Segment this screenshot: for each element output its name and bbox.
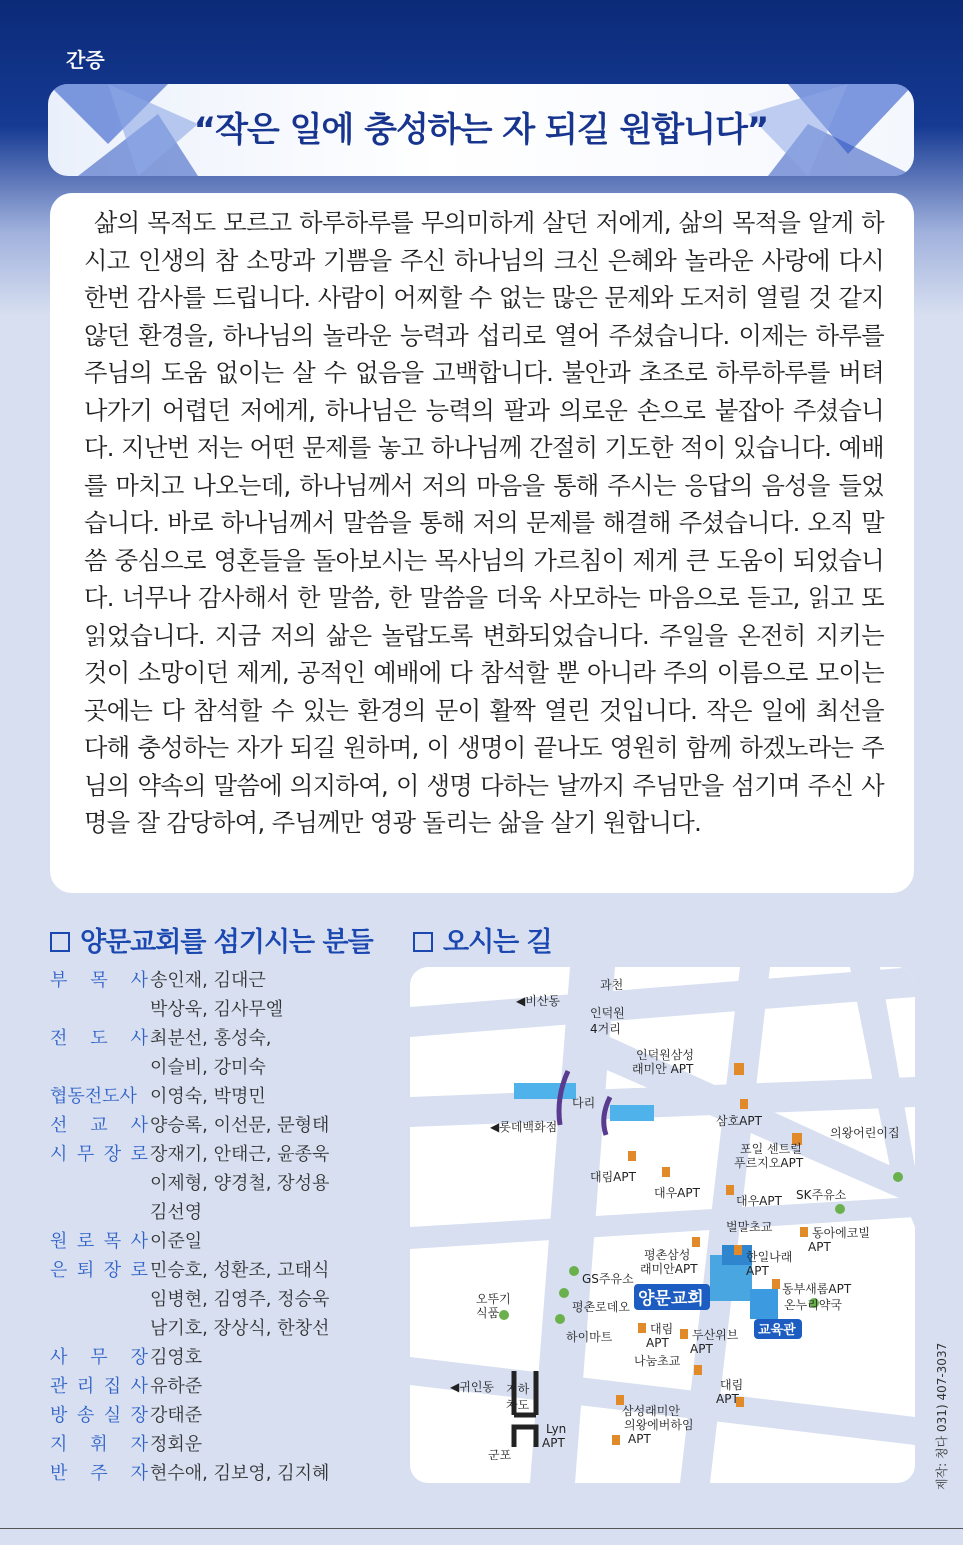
staff-row xyxy=(50,995,390,1024)
staff-role xyxy=(50,1314,148,1343)
staff-names: 박상욱, 김사무엘 xyxy=(150,999,284,1020)
staff-row xyxy=(50,1140,390,1169)
directions-map xyxy=(410,967,915,1483)
staff-row xyxy=(50,1198,390,1227)
staff-role xyxy=(50,1053,148,1082)
label-bridge: 다리 xyxy=(572,1096,596,1110)
label-nanum: 나눔초교 xyxy=(634,1354,681,1368)
label-dusan2: APT xyxy=(690,1342,713,1356)
staff-role: 반 주 자 xyxy=(50,1463,148,1484)
label-samho: 삼호APT xyxy=(716,1114,762,1128)
staff-row xyxy=(50,1314,390,1343)
map-heading-text: 오시는 길 xyxy=(443,927,552,958)
staff-names: 강태준 xyxy=(150,1405,203,1426)
label-gwacheon: 과천 xyxy=(600,978,624,992)
label-daerim1: 대림APT xyxy=(590,1170,636,1184)
label-himart: 하이마트 xyxy=(566,1330,613,1344)
staff-row xyxy=(50,1227,390,1256)
staff-names: 장재기, 안태근, 윤종욱 xyxy=(150,1144,330,1165)
label-daerim2b: APT xyxy=(646,1336,669,1350)
label-pyeongchon1: 평촌삼성 xyxy=(644,1248,691,1262)
testimony-text: 삶의 목적도 모르고 하루하루를 무의미하게 살던 저에게, 삶의 목적을 알게 하시고 인생의 참 소망과 기쁨을 주신 하나님의 크신 은혜와 놀라운 사랑에 다시 한번 감사를 드립니다. 사람이 어찌할 수 없는 많은 문제와 도저히 열릴 것 같지 않던 환경을, 하나님의 놀라운 능력과 섭리로 열어 주셨습니다. 이제는 하루를 주님의 도움 없이는 살 수 없음을 고백합니다. 불안과 초조로 하루하루를 버텨나가기 어렵던 저에게, 하나님은 능력의 팔과 의로운 손으로 붙잡아 주셨습니다. 지난번 저는 어떤 문제를 놓고 하나님께 간절히 기도한 적이 있습니다. 예배를 마치고 나오는데, 하나님께서 저의 마음을 통해 주시는 응답의 음성을 들었습니다. 바로 하나님께서 말씀을 통해 저의 문제를 해결해 주셨습니다. 오직 말씀 중심으로 영혼들을 돌아보시는 목사님의 가르침이 제게 큰 도움이 되었습니다. 너무나 감사해서 한 말씀, 한 말씀을 더욱 사모하는 마음으로 듣고, 읽고 또 읽었습니다. 지금 저의 삶은 놀랍도록 변화되었습니다. 주일을 온전히 지키는 것이 소망이던 제게, 공적인 예배에 다 참석할 뿐 아니라 주의 이름으로 모이는 곳에는 다 참석할 수 있는 환경의 문이 활짝 열린 것입니다. 작은 일에 최선을 다해 충성하는 자가 되길 원하며, 이 생명이 끝나도 영원히 함께 하겠노라는 주님의 약속의 말씀에 의지하여, 이 생명 다하는 날까지 주님만을 섬기며 주신 사명을 잘 감당하여, 주님께만 영광 돌리는 삶을 살기 원합니다. xyxy=(84,209,884,837)
label-indeokwon-samsung: 인덕원삼성 xyxy=(636,1048,694,1062)
staff-row xyxy=(50,1082,390,1111)
staff-role: 전 도 사 xyxy=(50,1028,148,1049)
label-raemian: 래미안 APT xyxy=(632,1062,694,1076)
staff-row xyxy=(50,1024,390,1053)
staff-list xyxy=(50,966,390,1488)
label-lyn1: Lyn xyxy=(546,1422,567,1436)
title-banner xyxy=(48,84,914,176)
map-heading xyxy=(413,920,552,959)
staff-names: 김선영 xyxy=(150,1202,203,1223)
staff-role: 시 무 장 로 xyxy=(50,1144,148,1165)
staff-names: 이영숙, 박명민 xyxy=(150,1086,266,1107)
staff-row xyxy=(50,966,390,995)
staff-names: 송인재, 김대근 xyxy=(150,970,266,991)
staff-row xyxy=(50,1169,390,1198)
label-porte1: 포일 센트럴 xyxy=(740,1142,802,1156)
label-four-way: 4거리 xyxy=(590,1022,621,1036)
label-rodeo: 평촌로데오 xyxy=(572,1300,630,1314)
staff-role: 지 휘 자 xyxy=(50,1434,148,1455)
staff-role: 부 목 사 xyxy=(50,970,148,991)
label-beolmal: 벌말초교 xyxy=(726,1220,773,1234)
staff-heading xyxy=(50,920,373,959)
staff-row xyxy=(50,1256,390,1285)
staff-row xyxy=(50,1285,390,1314)
staff-names: 이제형, 양경철, 장성용 xyxy=(150,1173,330,1194)
staff-names: 이슬비, 강미숙 xyxy=(150,1057,266,1078)
staff-role: 협동전도사 xyxy=(50,1086,137,1107)
label-samsung-uiwang3: APT xyxy=(628,1432,651,1446)
label-ottogi1: 오뚜기 xyxy=(476,1292,511,1306)
staff-role xyxy=(50,995,148,1024)
staff-names: 정회운 xyxy=(150,1434,203,1455)
staff-role xyxy=(50,1198,148,1227)
credit: 제작: 청다 031) 407-3037 xyxy=(935,1342,949,1490)
staff-names: 민승호, 성환조, 고태식 xyxy=(150,1260,330,1281)
label-gs: GS주유소 xyxy=(582,1272,634,1286)
staff-names: 유하준 xyxy=(150,1376,203,1397)
staff-names: 양승록, 이선문, 문형태 xyxy=(150,1115,330,1136)
staff-role: 원 로 목 사 xyxy=(50,1231,148,1252)
label-uiwang-kids: 의왕어린이집 xyxy=(830,1126,900,1140)
staff-role xyxy=(50,1169,148,1198)
staff-names: 임병현, 김영주, 정승욱 xyxy=(150,1289,330,1310)
label-underpass2: 차도 xyxy=(506,1398,530,1412)
staff-role: 은 퇴 장 로 xyxy=(50,1260,148,1281)
staff-row xyxy=(50,1343,390,1372)
label-daerim3a: 대림 xyxy=(720,1378,744,1392)
label-daerim2a: 대림 xyxy=(650,1322,674,1336)
staff-role: 선 교 사 xyxy=(50,1115,148,1136)
staff-names: 김영호 xyxy=(150,1347,203,1368)
label-ottogi2: 식품 xyxy=(476,1306,500,1320)
staff-row xyxy=(50,1372,390,1401)
staff-role: 사 무 장 xyxy=(50,1347,148,1368)
staff-role: 관 리 집 사 xyxy=(50,1376,148,1397)
label-church: 양문교회 xyxy=(638,1289,704,1309)
testimony-card xyxy=(50,193,914,893)
label-lotte: ◀롯데백화점 xyxy=(490,1120,558,1134)
label-sk: SK주유소 xyxy=(796,1188,847,1202)
label-pyeongchon2: 래미안APT xyxy=(640,1262,698,1276)
staff-role: 방 송 실 장 xyxy=(50,1405,148,1426)
label-dongbu: 동부새롬APT xyxy=(782,1282,852,1296)
staff-names: 남기호, 장상식, 한창선 xyxy=(150,1318,330,1339)
staff-role xyxy=(50,1285,148,1314)
staff-row xyxy=(50,1111,390,1140)
label-gwiindong: ◀귀인동 xyxy=(450,1380,495,1394)
label-daewoo2: 대우APT xyxy=(736,1194,782,1208)
staff-heading-text: 양문교회를 섬기시는 분들 xyxy=(80,927,373,958)
label-lyn2: APT xyxy=(542,1436,565,1450)
staff-names: 이준일 xyxy=(150,1231,203,1252)
label-samsung-uiwang2: 의왕에버하임 xyxy=(624,1418,694,1432)
staff-row xyxy=(50,1401,390,1430)
staff-row xyxy=(50,1459,390,1488)
river-right xyxy=(610,1105,654,1121)
river-left xyxy=(514,1083,576,1099)
square-bullet-icon xyxy=(50,932,70,952)
label-dusan1: 두산위브 xyxy=(692,1328,739,1342)
label-donga1: 동아에코빌 xyxy=(812,1226,870,1240)
page-title: “작은 일에 충성하는 자 되길 원합니다” xyxy=(193,110,769,150)
square-bullet-icon xyxy=(413,932,433,952)
staff-row xyxy=(50,1053,390,1082)
staff-names: 현수애, 김보영, 김지혜 xyxy=(150,1463,330,1484)
label-gunpo: 군포 xyxy=(488,1448,512,1462)
label-bisandong: ◀비산동 xyxy=(516,994,561,1008)
label-daerim3b: APT xyxy=(716,1392,739,1406)
label-hanil2: APT xyxy=(746,1264,769,1278)
staff-names: 최분선, 홍성숙, xyxy=(150,1028,272,1049)
label-hanil1: 한일나래 xyxy=(746,1250,793,1264)
label-underpass1: 지하 xyxy=(506,1382,530,1396)
label-indeokwon: 인덕원 xyxy=(590,1006,625,1020)
staff-row xyxy=(50,1430,390,1459)
label-samsung-uiwang1: 삼성래미안 xyxy=(622,1404,680,1418)
bottom-divider xyxy=(0,1528,963,1529)
label-edu: 교육관 xyxy=(758,1323,796,1338)
label-daewoo1: 대우APT xyxy=(654,1186,700,1200)
map-drawing xyxy=(410,967,915,1483)
label-porte2: 푸르지오APT xyxy=(734,1156,804,1170)
section-tag: 간증 xyxy=(66,48,105,72)
label-donga2: APT xyxy=(808,1240,831,1254)
label-onnuri: 온누리약국 xyxy=(784,1298,842,1312)
